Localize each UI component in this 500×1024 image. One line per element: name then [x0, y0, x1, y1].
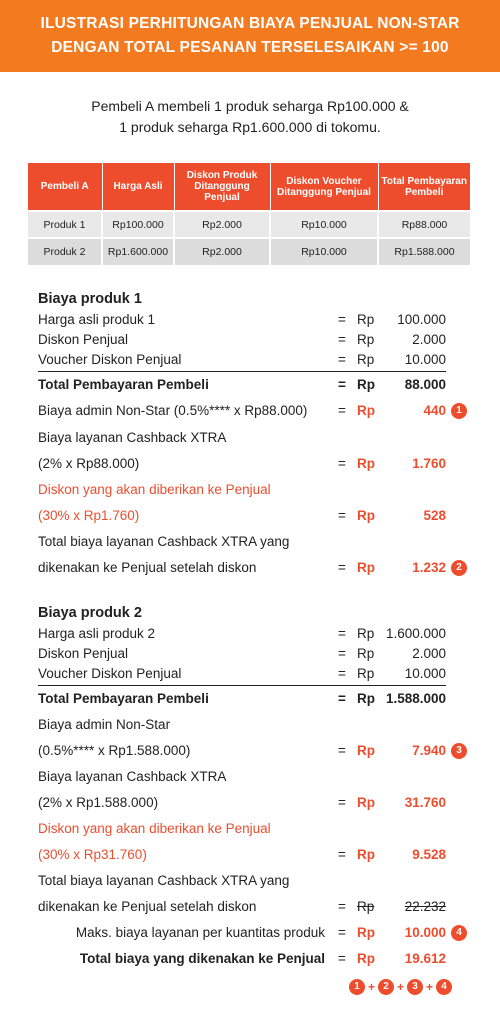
- p2-cashback-row: [0, 793, 500, 813]
- equals-sign: =: [338, 508, 346, 523]
- p1-totalcashback-row: [0, 558, 500, 578]
- table-header-cell: Diskon Produk Ditanggung Penjual: [174, 163, 270, 211]
- row-amount: 9.528: [412, 847, 446, 862]
- table-cell: Rp2.000: [174, 238, 270, 265]
- p2-harga-row: [0, 624, 500, 644]
- p1-total-row: [0, 375, 500, 395]
- divider: [38, 685, 446, 686]
- table-cell: Rp1.588.000: [378, 238, 470, 265]
- step-badge-2: 2: [451, 560, 467, 576]
- table-header-cell: Pembeli A: [28, 163, 102, 211]
- table-row: [28, 211, 470, 238]
- row-amount: 88.000: [404, 377, 446, 392]
- currency: Rp: [357, 743, 375, 758]
- p2-title: [0, 603, 500, 623]
- row-amount: 1.600.000: [385, 626, 446, 641]
- currency: Rp: [357, 332, 375, 347]
- row-label: Total biaya layanan Cashback XTRA yang: [38, 873, 290, 888]
- row-label: Total Pembayaran Pembeli: [38, 377, 209, 392]
- equals-sign: =: [338, 403, 346, 418]
- row-amount: 100.000: [397, 312, 446, 327]
- equals-sign: =: [338, 456, 346, 471]
- currency: Rp: [357, 508, 375, 523]
- formula-badge-2: 2: [378, 979, 394, 995]
- equals-sign: =: [338, 560, 346, 575]
- plus-sign: +: [426, 980, 434, 994]
- p1-cashback-row: [0, 454, 500, 474]
- header-banner: [0, 0, 500, 72]
- row-label: Total Pembayaran Pembeli: [38, 691, 209, 706]
- intro-line1: Pembeli A membeli 1 produk seharga Rp100.000 &: [91, 98, 409, 114]
- p1-title: [0, 289, 500, 309]
- currency: Rp: [357, 899, 375, 914]
- row-amount: 1.760: [412, 456, 446, 471]
- plus-sign: +: [368, 980, 376, 994]
- equals-sign: =: [338, 743, 346, 758]
- row-amount: 31.760: [404, 795, 446, 810]
- row-amount: 10.000: [404, 352, 446, 367]
- equals-sign: =: [338, 899, 346, 914]
- p2-grand-total-row: [0, 949, 500, 969]
- currency: Rp: [357, 377, 375, 392]
- row-amount: 22.232: [404, 899, 446, 914]
- row-label: dikenakan ke Penjual setelah diskon: [38, 899, 257, 914]
- equals-sign: =: [338, 795, 346, 810]
- row-amount: 440: [423, 403, 446, 418]
- equals-sign: =: [338, 646, 346, 661]
- equals-sign: =: [338, 626, 346, 641]
- table-cell: Rp2.000: [174, 211, 270, 238]
- plus-sign: +: [397, 980, 405, 994]
- p1-voucher-row: [0, 350, 500, 370]
- table-header-cell: Diskon Voucher Ditanggung Penjual: [270, 163, 378, 211]
- table-cell: Produk 1: [28, 211, 102, 238]
- currency: Rp: [357, 795, 375, 810]
- currency: Rp: [357, 403, 375, 418]
- equals-sign: =: [338, 691, 346, 706]
- row-amount: 2.000: [412, 646, 446, 661]
- equals-sign: =: [338, 312, 346, 327]
- p2-diskonpenjual-row: [0, 845, 500, 865]
- p1-diskonpenjual-row: [0, 506, 500, 526]
- row-label: Voucher Diskon Penjual: [38, 666, 182, 681]
- table-cell: Produk 2: [28, 238, 102, 265]
- p1-diskon-row: [0, 330, 500, 350]
- formula-badge-1: 1: [349, 979, 365, 995]
- summary-table: [28, 163, 470, 265]
- step-badge-4: 4: [451, 925, 467, 941]
- currency: Rp: [357, 925, 375, 940]
- equals-sign: =: [338, 666, 346, 681]
- row-amount: 7.940: [412, 743, 446, 758]
- row-label: Diskon Penjual: [38, 332, 129, 347]
- table-cell: Rp10.000: [270, 238, 378, 265]
- table-header-cell: Total Pembayaran Pembeli: [378, 163, 470, 211]
- equals-sign: =: [338, 951, 346, 966]
- row-label: (30% x Rp31.760): [38, 847, 147, 862]
- intro-text: [0, 96, 500, 138]
- row-label: (0.5%**** x Rp1.588.000): [38, 743, 191, 758]
- sum-formula: [349, 979, 452, 995]
- row-label: Diskon yang akan diberikan ke Penjual: [38, 482, 271, 497]
- formula-badge-4: 4: [436, 979, 452, 995]
- formula-badge-3: 3: [407, 979, 423, 995]
- row-label: Total biaya layanan Cashback XTRA yang: [38, 534, 290, 549]
- table-header-cell: Harga Asli: [102, 163, 174, 211]
- currency: Rp: [357, 666, 375, 681]
- row-label: Biaya layanan Cashback XTRA: [38, 769, 227, 784]
- table-header-row: [28, 163, 470, 211]
- p1-harga-row: [0, 310, 500, 330]
- intro-line2: 1 produk seharga Rp1.600.000 di tokomu.: [119, 119, 381, 135]
- currency: Rp: [357, 626, 375, 641]
- row-label: Maks. biaya layanan per kuantitas produk: [75, 925, 325, 940]
- equals-sign: =: [338, 377, 346, 392]
- p2-admin-row: [0, 741, 500, 761]
- p2-diskon-row: [0, 644, 500, 664]
- row-amount: 10.000: [404, 666, 446, 681]
- equals-sign: =: [338, 847, 346, 862]
- p2-maks-row: [0, 923, 500, 943]
- row-label: (2% x Rp1.588.000): [38, 795, 159, 810]
- p2-voucher-row: [0, 664, 500, 684]
- row-amount: 2.000: [412, 332, 446, 347]
- p2-totalcashback-label-row: [0, 871, 500, 891]
- p2-admin-label-row: [0, 715, 500, 735]
- p2-total-row: [0, 689, 500, 709]
- currency: Rp: [357, 691, 375, 706]
- row-label: Total biaya yang dikenakan ke Penjual: [79, 951, 325, 966]
- currency: Rp: [357, 560, 375, 575]
- table-cell: Rp1.600.000: [102, 238, 174, 265]
- row-label: Voucher Diskon Penjual: [38, 352, 182, 367]
- divider: [38, 371, 446, 372]
- currency: Rp: [357, 847, 375, 862]
- currency: Rp: [357, 456, 375, 471]
- currency: Rp: [357, 352, 375, 367]
- table-cell: Rp10.000: [270, 211, 378, 238]
- row-label: Harga asli produk 1: [38, 312, 156, 327]
- row-label: Harga asli produk 2: [38, 626, 156, 641]
- section-title: Biaya produk 2: [38, 605, 142, 621]
- section-title: Biaya produk 1: [38, 291, 142, 307]
- equals-sign: =: [338, 352, 346, 367]
- p1-totalcashback-label-row: [0, 532, 500, 552]
- p2-totalcashback-row: [0, 897, 500, 917]
- table-row: [28, 238, 470, 265]
- table-cell: Rp100.000: [102, 211, 174, 238]
- step-badge-1: 1: [451, 403, 467, 419]
- row-amount: 19.612: [404, 951, 446, 966]
- p2-diskonpenjual-label-row: [0, 819, 500, 839]
- row-label: (2% x Rp88.000): [38, 456, 140, 471]
- row-label: Diskon yang akan diberikan ke Penjual: [38, 821, 271, 836]
- p2-cashback-label-row: [0, 767, 500, 787]
- row-label: Biaya admin Non-Star (0.5%**** x Rp88.000): [38, 403, 308, 418]
- row-label: Biaya admin Non-Star: [38, 717, 171, 732]
- currency: Rp: [357, 646, 375, 661]
- p1-cashback-label-row: [0, 428, 500, 448]
- row-label: Diskon Penjual: [38, 646, 129, 661]
- row-amount: 1.232: [412, 560, 446, 575]
- header-title-line1: ILUSTRASI PERHITUNGAN BIAYA PENJUAL NON-STAR: [40, 15, 460, 32]
- row-label: Biaya layanan Cashback XTRA: [38, 430, 227, 445]
- p1-admin-row: [0, 401, 500, 421]
- table-cell: Rp88.000: [378, 211, 470, 238]
- row-label: dikenakan ke Penjual setelah diskon: [38, 560, 257, 575]
- equals-sign: =: [338, 332, 346, 347]
- header-title-line2: DENGAN TOTAL PESANAN TERSELESAIKAN >= 100: [51, 39, 449, 56]
- row-amount: 1.588.000: [385, 691, 446, 706]
- currency: Rp: [357, 951, 375, 966]
- row-amount: 10.000: [404, 925, 446, 940]
- equals-sign: =: [338, 925, 346, 940]
- row-label: (30% x Rp1.760): [38, 508, 140, 523]
- step-badge-3: 3: [451, 743, 467, 759]
- row-amount: 528: [423, 508, 446, 523]
- p1-diskonpenjual-label-row: [0, 480, 500, 500]
- currency: Rp: [357, 312, 375, 327]
